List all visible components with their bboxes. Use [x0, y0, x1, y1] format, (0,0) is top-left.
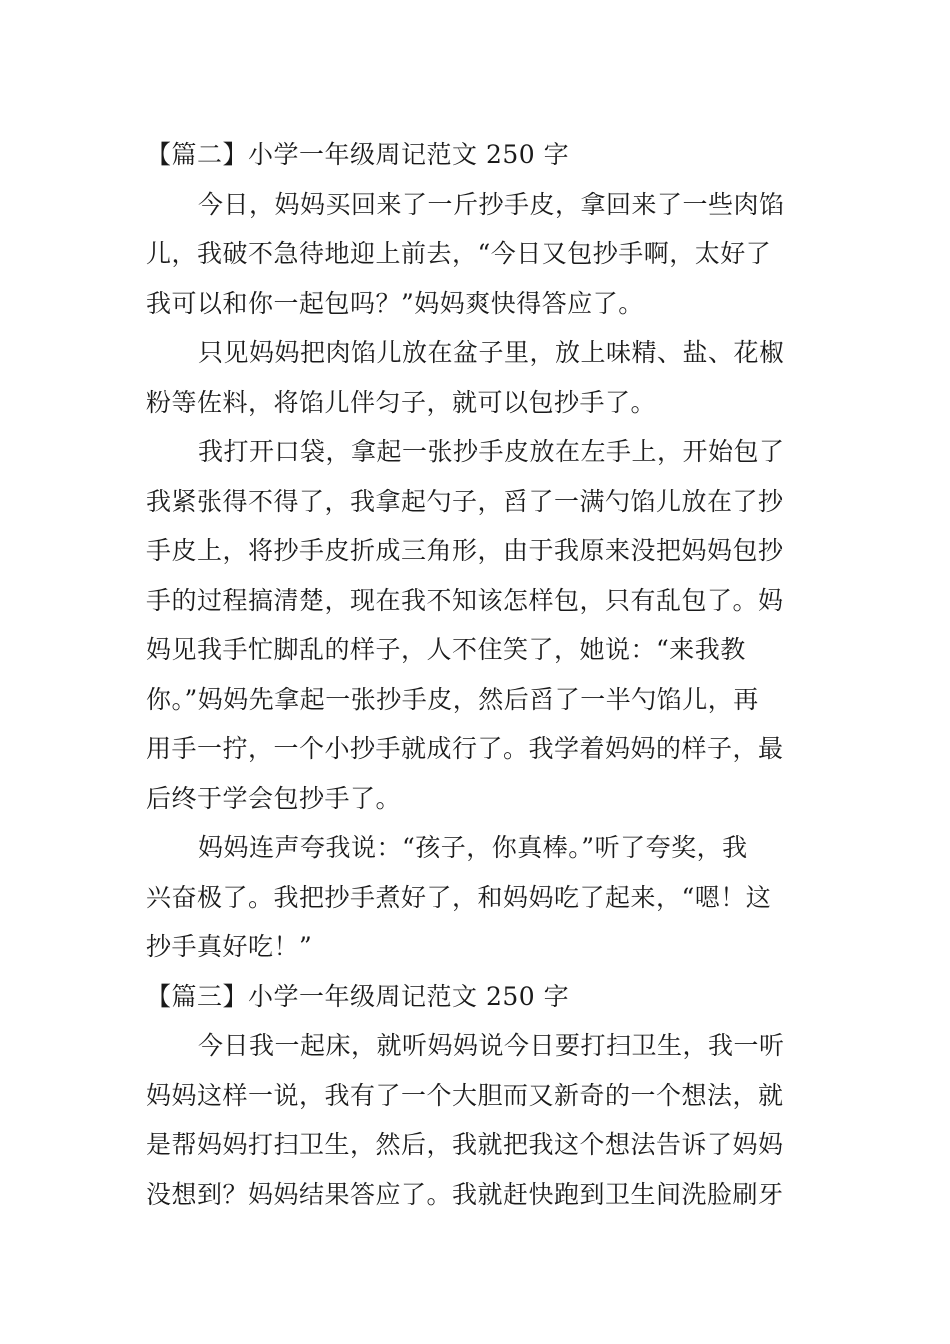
text-line: 你。”妈妈先拿起一张抄手皮，然后舀了一半勺馅儿，再	[146, 684, 759, 714]
text-line: 妈见我手忙脚乱的样子，人不住笑了，她说：“来我教	[146, 635, 746, 664]
text-line: 今日，妈妈买回来了一斤抄手皮，拿回来了一些肉馅	[198, 189, 785, 219]
text-line: 手皮上，将抄手皮折成三角形，由于我原来没把妈妈包抄	[146, 536, 784, 565]
text-line: 用手一拧，一个小抄手就成行了。我学着妈妈的样子，最	[146, 734, 784, 763]
section-heading: 【篇二】小学一年级周记范文 250 字	[146, 140, 570, 169]
paragraph	[146, 1021, 806, 1219]
text-line: 妈妈这样一说，我有了一个大胆而又新奇的一个想法，就	[146, 1080, 784, 1110]
text-line: 没想到？妈妈结果答应了。我就赶快跑到卫生间洗脸刷牙	[146, 1179, 784, 1209]
section-2	[146, 130, 806, 972]
text-line: 手的过程搞清楚，现在我不知该怎样包，只有乱包了。妈	[146, 585, 784, 615]
paragraph	[146, 328, 806, 427]
text-line: 后终于学会包抄手了。	[146, 783, 402, 813]
text-line: 今日我一起床，就听妈妈说今日要打扫卫生，我一听	[198, 1031, 785, 1060]
text-line: 兴奋极了。我把抄手煮好了，和妈妈吃了起来，“嗯！这	[146, 882, 772, 912]
paragraph	[146, 823, 806, 972]
paragraph	[146, 180, 806, 329]
text-line: 我打开口袋，拿起一张抄手皮放在左手上，开始包了	[198, 437, 785, 466]
text-line: 妈妈连声夸我说：“孩子，你真棒。”听了夸奖，我	[198, 833, 748, 862]
text-line: 粉等佐料，将馅儿伴匀子，就可以包抄手了。	[146, 387, 657, 417]
paragraph	[146, 427, 806, 823]
document-page	[146, 130, 806, 1219]
text-line: 只见妈妈把肉馅儿放在盆子里，放上味精、盐、花椒	[198, 338, 785, 367]
section-heading: 【篇三】小学一年级周记范文 250 字	[146, 981, 570, 1011]
text-line: 我紧张得不得了，我拿起勺子，舀了一满勺馅儿放在了抄	[146, 486, 784, 516]
text-line: 是帮妈妈打扫卫生，然后，我就把我这个想法告诉了妈妈	[146, 1130, 784, 1159]
text-line: 我可以和你一起包吗？”妈妈爽快得答应了。	[146, 288, 644, 318]
section-3	[146, 972, 806, 1220]
text-line: 儿，我破不急待地迎上前去，“今日又包抄手啊，太好了	[146, 239, 772, 268]
text-line: 抄手真好吃！”	[146, 932, 313, 961]
